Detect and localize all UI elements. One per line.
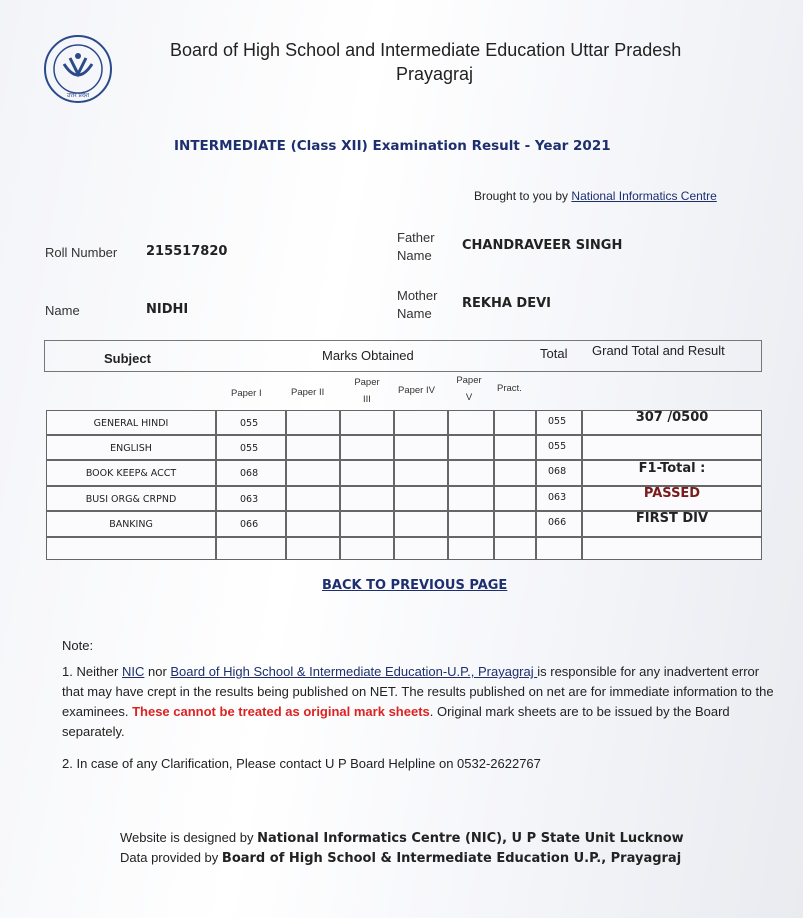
exam-title: INTERMEDIATE (Class XII) Examination Result - Year 2021 [174,138,611,154]
cell-r0-p5 [448,410,494,435]
sub-paper-1: Paper I [231,388,262,399]
roll-label: Roll Number [45,245,118,260]
note-2: 2. In case of any Clarification, Please contact U P Board Helpline on 0532-2622767 [62,756,541,771]
cell-r3-p3 [340,486,394,511]
cell-r4-pr [494,511,536,537]
father-name: CHANDRAVEER SINGH [462,238,623,253]
note-board-link[interactable]: Board of High School & Intermediate Education-U.P., Prayagraj [170,664,538,679]
result-division: FIRST DIV [635,511,709,526]
note-1-text-b: nor [144,664,171,679]
cell-r4-p2 [286,511,340,537]
cell-r0-p4 [394,410,448,435]
cell-r5-grand [582,537,762,560]
header-subject: Subject [104,351,151,366]
cell-r5-p5 [448,537,494,560]
cell-r3-p2 [286,486,340,511]
nic-link[interactable]: National Informatics Centre [571,189,717,203]
cell-r2-pr [494,460,536,486]
student-name: NIDHI [146,302,189,317]
note-1 [62,662,782,742]
mother-name: REKHA DEVI [462,296,552,311]
cell-r3-pr [494,486,536,511]
up-emblem-logo [40,34,116,104]
subject-total: 055 [548,441,567,452]
sub-paper-4: Paper IV [398,385,435,396]
footer-1-org: National Informatics Centre (NIC), U P State Unit Lucknow [257,831,684,846]
note-1-text-a: 1. Neither [62,664,122,679]
cell-r1-pr [494,435,536,460]
note-nic-link[interactable]: NIC [121,664,145,679]
note-1-warning: These cannot be treated as original mark sheets [132,704,430,719]
cell-r0-p3 [340,410,394,435]
cell-r5-subject [46,537,216,560]
subject-total: 063 [548,492,567,503]
cell-r5-p2 [286,537,340,560]
cell-r5-p4 [394,537,448,560]
cell-r4-p3 [340,511,394,537]
name-label: Name [45,303,80,318]
header-marks: Marks Obtained [322,348,414,363]
paper-1-marks: 066 [240,519,259,530]
paper-1-marks: 063 [240,494,259,505]
grand-total-label: F1-Total : [638,461,706,476]
board-city: Prayagraj [396,64,474,84]
cell-r0-pr [494,410,536,435]
cell-r2-p4 [394,460,448,486]
brought-by [474,189,717,203]
note-1-text-c: is responsible for any inadvertent error that may have crept in the results being published on NET. The results published on net are for immediate information to the examinees. [62,664,774,719]
subject-name: BUSI ORG& CRPND [85,494,177,505]
sub-paper-5-b: V [465,392,473,403]
cell-r1-grand [582,435,762,460]
cell-r1-p3 [340,435,394,460]
paper-1-marks: 055 [240,443,259,454]
cell-r5-p1 [216,537,286,560]
grand-total-marks: 307 /0500 [635,410,709,425]
footer-line-2 [120,850,681,866]
cell-r3-p4 [394,486,448,511]
cell-r3-p5 [448,486,494,511]
sub-practical: Pract. [497,383,522,394]
note-1-text-d: . Original mark sheets are to be issued by the Board separately. [62,704,730,739]
subject-name: BANKING [109,519,153,530]
note-heading: Note: [62,638,94,653]
subject-name: BOOK KEEP& ACCT [85,468,177,479]
result-status: PASSED [643,486,701,501]
back-to-previous-link[interactable]: BACK TO PREVIOUS PAGE [322,578,508,593]
cell-r2-p2 [286,460,340,486]
header-total: Total [540,346,568,361]
sub-paper-3-b: III [363,394,371,405]
board-title: Board of High School and Intermediate Education Uttar Pradesh [170,40,682,60]
paper-1-marks: 055 [240,418,259,429]
sub-paper-5-a: Paper [456,375,482,386]
cell-r5-pr [494,537,536,560]
roll-number: 215517820 [146,244,228,259]
cell-r4-p5 [448,511,494,537]
subject-total: 055 [548,416,567,427]
footer-2-org: Board of High School & Intermediate Education U.P., Prayagraj [221,851,682,866]
brought-prefix: Brought to you by [474,189,572,203]
header-grand-total: Grand Total and Result [592,343,725,358]
cell-r4-p4 [394,511,448,537]
subject-total: 066 [548,517,567,528]
subject-name: ENGLISH [110,443,152,454]
footer-1-prefix: Website is designed by [120,830,258,845]
logo-text: उत्तर प्रदेश [66,93,90,99]
sub-paper-2: Paper II [291,387,325,398]
paper-1-marks: 068 [240,468,259,479]
cell-r0-p2 [286,410,340,435]
cell-r5-p3 [340,537,394,560]
cell-r1-p5 [448,435,494,460]
sub-paper-3-a: Paper [354,377,380,388]
footer-line-1 [120,830,684,846]
mother-label-2: Name [397,306,432,321]
cell-r1-p2 [286,435,340,460]
father-label-2: Name [397,248,432,263]
subject-total: 068 [548,466,567,477]
cell-r2-p3 [340,460,394,486]
mother-label-1: Mother [397,288,438,303]
cell-r1-p4 [394,435,448,460]
footer-2-prefix: Data provided by [120,850,222,865]
subject-name: GENERAL HINDI [93,418,169,429]
cell-r2-p5 [448,460,494,486]
father-label-1: Father [397,230,435,245]
cell-r5-total [536,537,582,560]
